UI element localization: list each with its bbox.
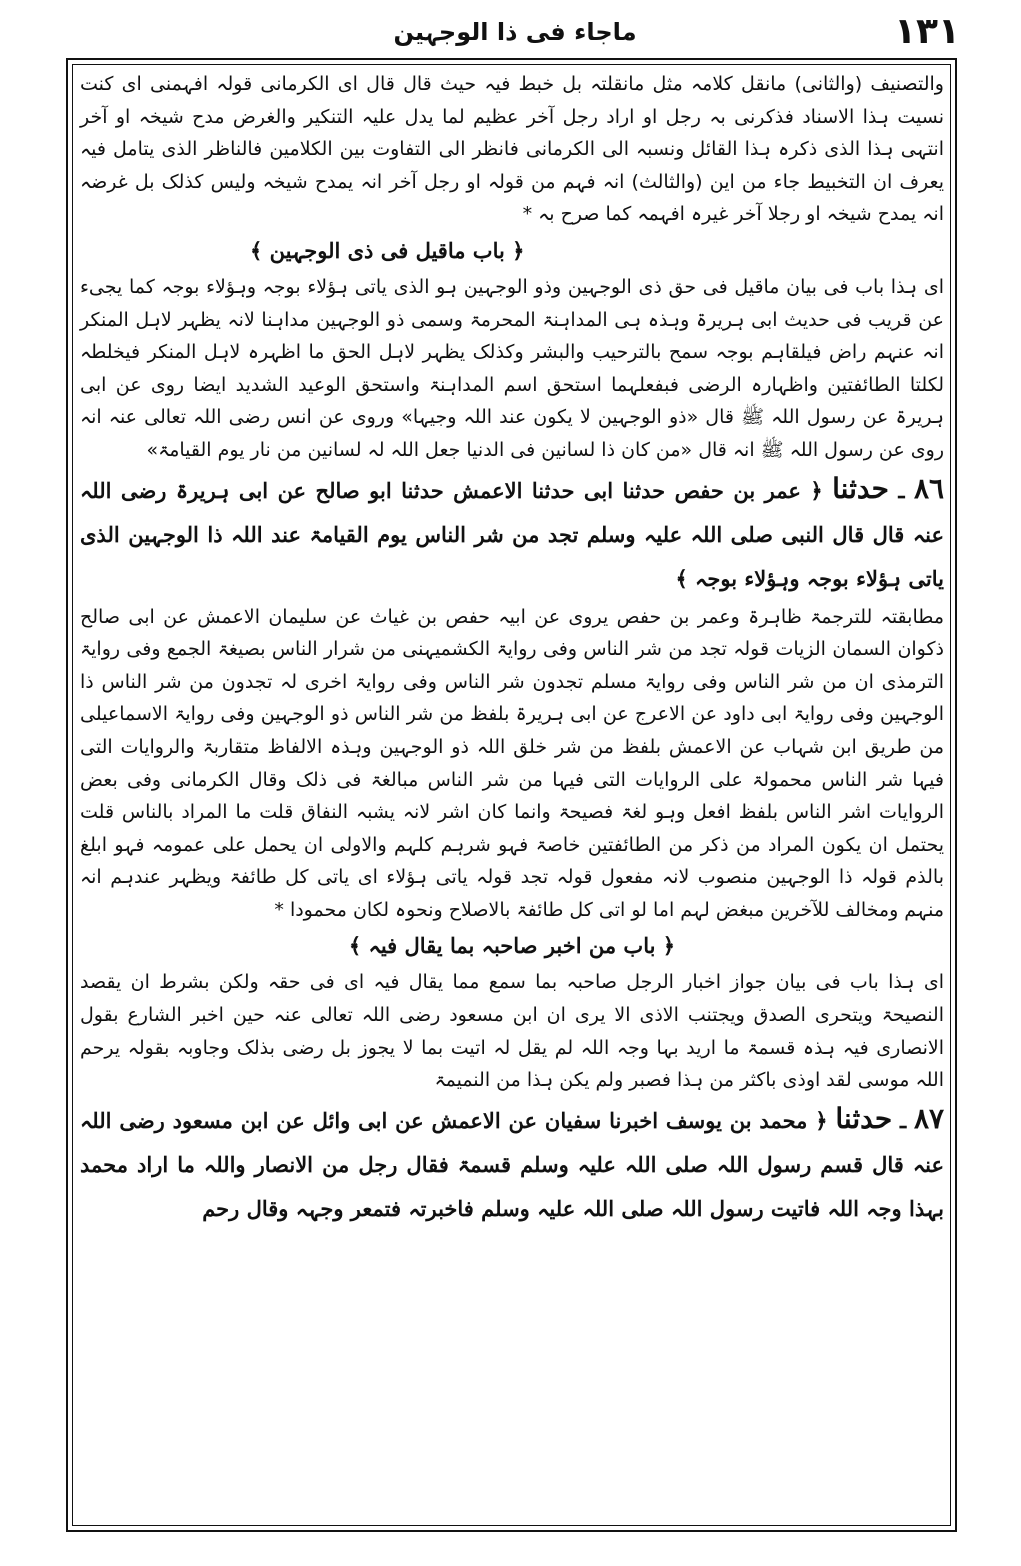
paragraph-chapter-explanation: ای ہذا باب فی بیان ماقیل فی حق ذی الوجہین وذو الوجہین ہو الذی یاتی ہؤلاء بوجہ وہؤلاء بوجہ کما یجیء عن قریب فی حدیث ابی ہریرۃ وہذہ ہی المداہنۃ المحرمۃ وسمی ذو الوجہین مداہنا لانہ یظہر لاہل المنکر انہ عنہم راض فیلقاہم بوجہ سمح بالترحیب والبشر وکذلک یظہر لاہل الحق ما اظہرہ لاہل المنکر فیخلطہ لکلتا الطائفتین واظہارہ الرضی فبفعلہما استحق اسم المداہنۃ واستحق الوعید الشدید ایضا روی عن ابی ہریرۃ عن رسول اللہ ﷺ قال «ذو الوجہین لا یکون عند اللہ وجیہا» وروی عن انس رضی اللہ تعالی عنہ انہ روی عن رسول اللہ ﷺ انہ قال «من کان ذا لسانین فی الدنیا جعل اللہ لہ لسانین من نار یوم القیامۃ»	[80, 275, 944, 461]
hadith-number: ٨٦	[913, 471, 945, 505]
paragraph-commentary-86: مطابقتہ للترجمۃ ظاہرۃ وعمر بن حفص یروی عن ابیہ حفص بن غیاث عن سلیمان الاعمش عن ابی صالح ذکوان السمان الزیات قولہ تجد من شر الناس وفی روایۃ الکشمیہنی من شرار الناس بصیغۃ الجمع وفی روایۃ الترمذی ان من شر الناس وفی روایۃ مسلم تجدون شر الناس وفی روایۃ اخری لہ تجدون من شر الناس ذا الوجہین وفی روایۃ ابی داود عن الاعرج عن ابی ہریرۃ بلفظ من شر الناس ذو الوجہین وفی روایۃ الاسماعیلی من طریق ابن شہاب عن الاعمش بلفظ من شر خلق اللہ ذو الوجہین وہذہ الالفاظ متقاربۃ والروایات التی فیہا شر الناس محمولۃ علی الروایات التی فیہا من شر الناس مبالغۃ فی ذلک وقال الکرمانی وفی بعض الروایات اشر الناس بلفظ افعل وہو لغۃ فصیحۃ وانما کان اشر لانہ یشبہ النفاق قلت ما المراد بالناس قلت یحتمل ان یکون المراد من ذکر من الطائفتین خاصۃ فہو شرہم کلہم والاولی ان یحمل علی عمومہ فہو ابلغ بالذم قولہ ذا الوجہین منصوب لانہ مفعول قولہ تجد قولہ یاتی ہؤلاء ای یاتی کل طائفۃ ویظہر عندہم انہ منہم ومخالف للآخرین مبغض لہم اما لو اتی کل طائفۃ بالاصلاح ونحوہ لکان محمودا *	[80, 605, 944, 921]
hadith-opener: حدثنا	[835, 1101, 893, 1135]
hadith-87: ٨٧ ـ حدثنا ﴿ محمد بن یوسف اخبرنا سفیان عن الاعمش عن ابی وائل عن ابن مسعود رضی اللہ عنہ قال قسم رسول اللہ صلی اللہ علیہ وسلم قسمۃ فقال رجل من الانصار واللہ ما اراد محمد بہذا وجہ اللہ فاتیت رسول اللہ صلی اللہ علیہ وسلم فاخبرتہ فتمعر وجہہ وقال رحم	[80, 1101, 945, 1221]
hadith-text: ﴿ محمد بن یوسف اخبرنا سفیان عن الاعمش عن ابی وائل عن ابن مسعود رضی اللہ عنہ قال قسم رسول اللہ صلی اللہ علیہ وسلم قسمۃ فقال رجل من الانصار واللہ ما اراد محمد بہذا وجہ اللہ فاتیت رسول اللہ صلی اللہ علیہ وسلم فاخبرتہ فتمعر وجہہ وقال رحم	[80, 1107, 944, 1221]
hadith-text: ﴿ عمر بن حفص حدثنا ابی حدثنا الاعمش حدثنا ابو صالح عن ابی ہریرۃ رضی اللہ عنہ قال قال النبی صلی اللہ علیہ وسلم تجد من شر الناس یوم القیامۃ عند اللہ ذا الوجہین الذی یاتی ہؤلاء بوجہ وہؤلاء بوجہ ﴾	[80, 477, 944, 591]
page-number: ١٣١	[894, 11, 960, 52]
hadith-number: ٨٧	[913, 1101, 945, 1135]
hadith-86: ٨٦ ـ حدثنا ﴿ عمر بن حفص حدثنا ابی حدثنا الاعمش حدثنا ابو صالح عن ابی ہریرۃ رضی اللہ عنہ قال قال النبی صلی اللہ علیہ وسلم تجد من شر الناس یوم القیامۃ عند اللہ ذا الوجہین الذی یاتی ہؤلاء بوجہ وہؤلاء بوجہ ﴾	[80, 471, 945, 591]
running-title: ماجاء فی ذا الوجہین	[393, 18, 637, 46]
hadith-opener: حدثنا	[832, 471, 889, 505]
page-content	[80, 68, 944, 1231]
paragraph-chapter-explanation-2: ای ہذا باب فی بیان جواز اخبار الرجل صاحبہ بما سمع مما یقال فیہ ای فی حقہ ولکن بشرط ان یقصد النصیحۃ ویتحری الصدق ویجتنب الاذی الا یری ان ابن مسعود رضی اللہ تعالی عنہ حین اخبر الشارع بقول الانصاری فیہ ہذہ قسمۃ ما ارید بہا وجہ اللہ لم یقل لہ اتیت بما لا یجوز بل رضی بذلک وجاوبہ بقولہ یرحم اللہ موسی لقد اوذی باکثر من ہذا فصبر ولم یکن ہذا من النمیمۃ	[80, 971, 944, 1092]
chapter-heading-akhbara-sahibahu: ﴿ باب من اخبر صاحبہ بما یقال فیہ ﴾	[348, 933, 676, 959]
chapter-heading-dhi-al-wajhayn: ﴿ باب ماقیل فی ذی الوجہین ﴾	[250, 237, 525, 263]
page-header	[70, 12, 960, 56]
paragraph-tasnif: والتصنیف (والثانی) مانقل کلامہ مثل مانقلتہ بل خبط فیہ حیث قال قال ای الکرمانی قولہ افہمنی ای کنت نسیت ہذا الاسناد فذکرنی بہ رجل او اراد رجل آخر عظیم لما یدل علیہ التنکیر والغرض مدح شیخہ او آخر انتہی ہذا الذی ذکرہ ہذا القائل ونسبہ الی الکرمانی فانظر الی التفاوت بین الکلامین فالناظر الذی یتامل فیہ یعرف ان التخبیط جاء من این (والثالث) انہ فہم من قولہ او رجل آخر انہ یمدح شیخہ ولیس کذلک بل غرضہ انہ یمدح شیخہ او رجلا آخر غیرہ افہمہ کما صرح بہ *	[80, 73, 944, 226]
